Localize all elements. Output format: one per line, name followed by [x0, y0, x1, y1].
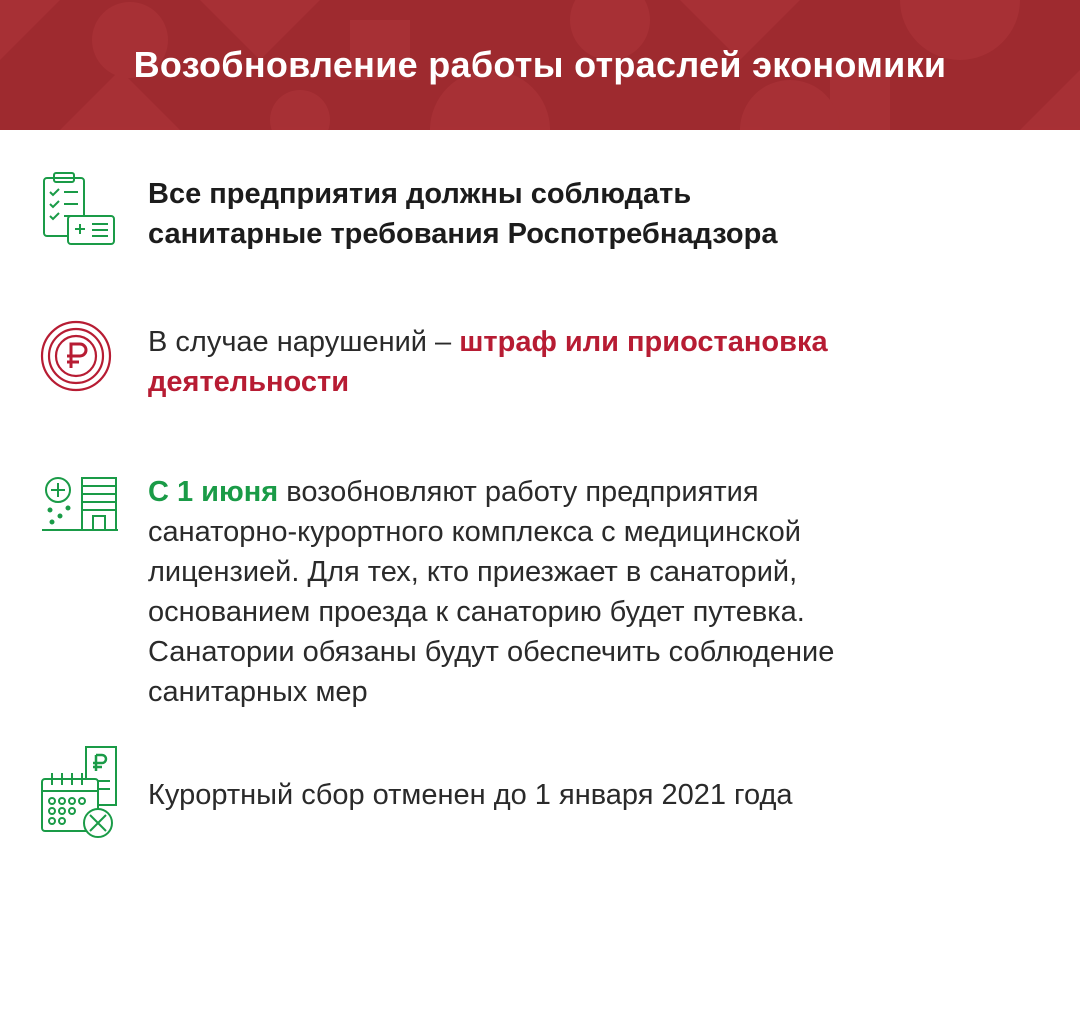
list-item [0, 170, 1080, 260]
ruble-coin-icon [38, 318, 122, 402]
item3-line3: лицензией. Для тех, кто приезжает в санаторий, [148, 556, 798, 588]
list-item [0, 318, 1080, 408]
item1-line2: санитарные требования Роспотребнадзора [148, 218, 778, 250]
item3-line5: Санатории обязаны будут обеспечить соблюдение [148, 636, 835, 668]
item3-line1: возобновляют работу предприятия [278, 476, 759, 508]
header-banner [0, 0, 1080, 130]
list-item [0, 472, 1080, 712]
item3-highlight: С 1 июня [148, 476, 279, 508]
item4-text: Курортный сбор отменен до 1 января 2021 года [148, 779, 793, 811]
item1-line1: Все предприятия должны соблюдать [148, 178, 692, 210]
calendar-fee-cancel-icon [38, 745, 122, 841]
sanatorium-building-icon [38, 472, 122, 556]
item3-line2: санаторно-курортного комплекса с медицинской [148, 516, 801, 548]
item3-line6: санитарных мер [148, 676, 368, 708]
page-title: Возобновление работы отраслей экономики [133, 44, 947, 85]
checklist-medical-icon [38, 170, 122, 254]
item2-highlight: штраф или приостановка [459, 326, 828, 358]
item3-line4: основанием проезда к санаторию будет путевка. [148, 596, 805, 628]
item2-prefix: В случае нарушений – [148, 326, 460, 358]
list-item [0, 745, 1080, 845]
item2-line2: деятельности [148, 366, 350, 398]
